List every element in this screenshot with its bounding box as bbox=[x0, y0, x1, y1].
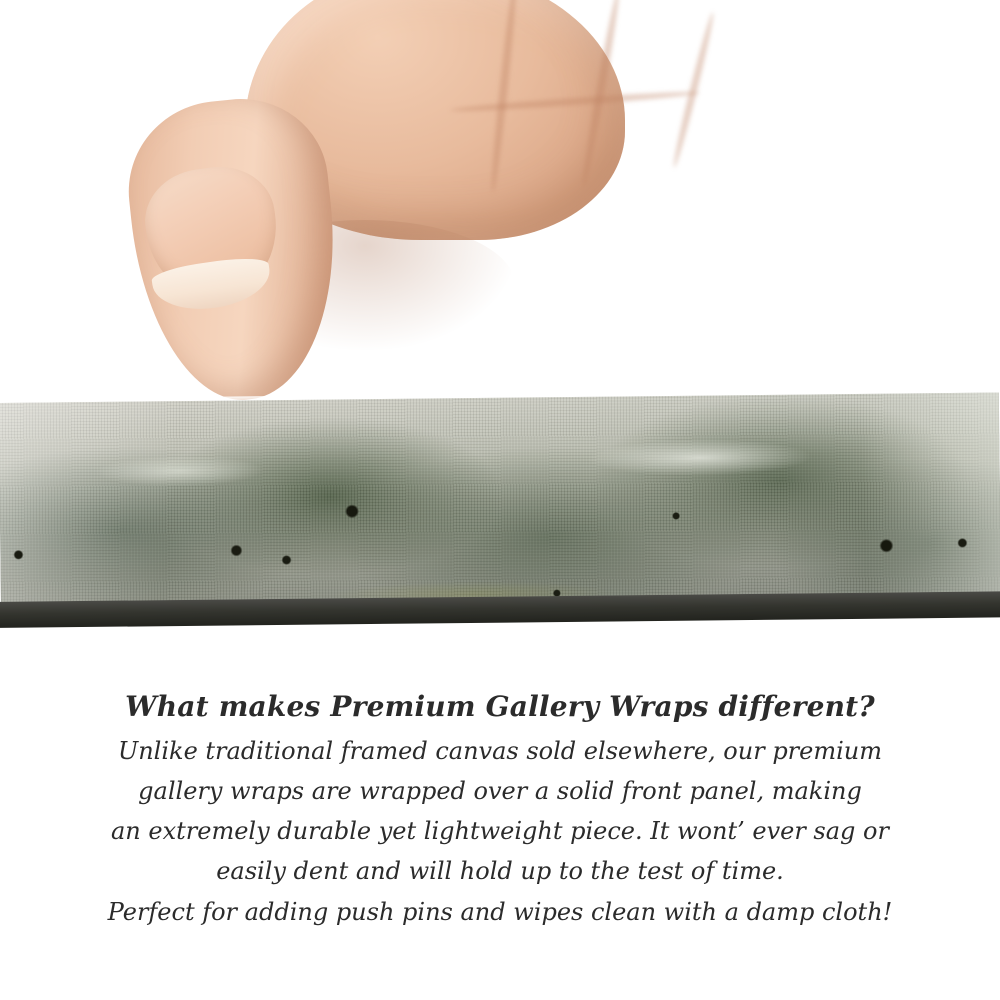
finger-crease-4 bbox=[450, 89, 700, 113]
caption-line: Unlike traditional framed canvas sold elsewhere, our premium bbox=[117, 737, 882, 765]
finger-crease-3 bbox=[671, 12, 716, 169]
canvas-dark-speckles bbox=[0, 393, 1000, 618]
finger-crease-1 bbox=[489, 0, 519, 193]
caption-body bbox=[0, 735, 1000, 928]
caption-block bbox=[0, 690, 1000, 928]
caption-line: easily dent and will hold up to the test of time. bbox=[216, 857, 784, 886]
caption-headline: What makes Premium Gallery Wraps different? bbox=[125, 690, 875, 723]
caption-line: an extremely durable yet lightweight piece. It wont’ ever sag or bbox=[111, 817, 889, 846]
finger-crease-2 bbox=[580, 0, 623, 187]
canvas-edge-strip bbox=[0, 393, 1000, 618]
caption-line: gallery wraps are wrapped over a solid front panel, making bbox=[138, 777, 862, 806]
caption-line: Perfect for adding push pins and wipes clean with a damp cloth! bbox=[107, 897, 893, 926]
hand-illustration bbox=[95, 0, 615, 430]
